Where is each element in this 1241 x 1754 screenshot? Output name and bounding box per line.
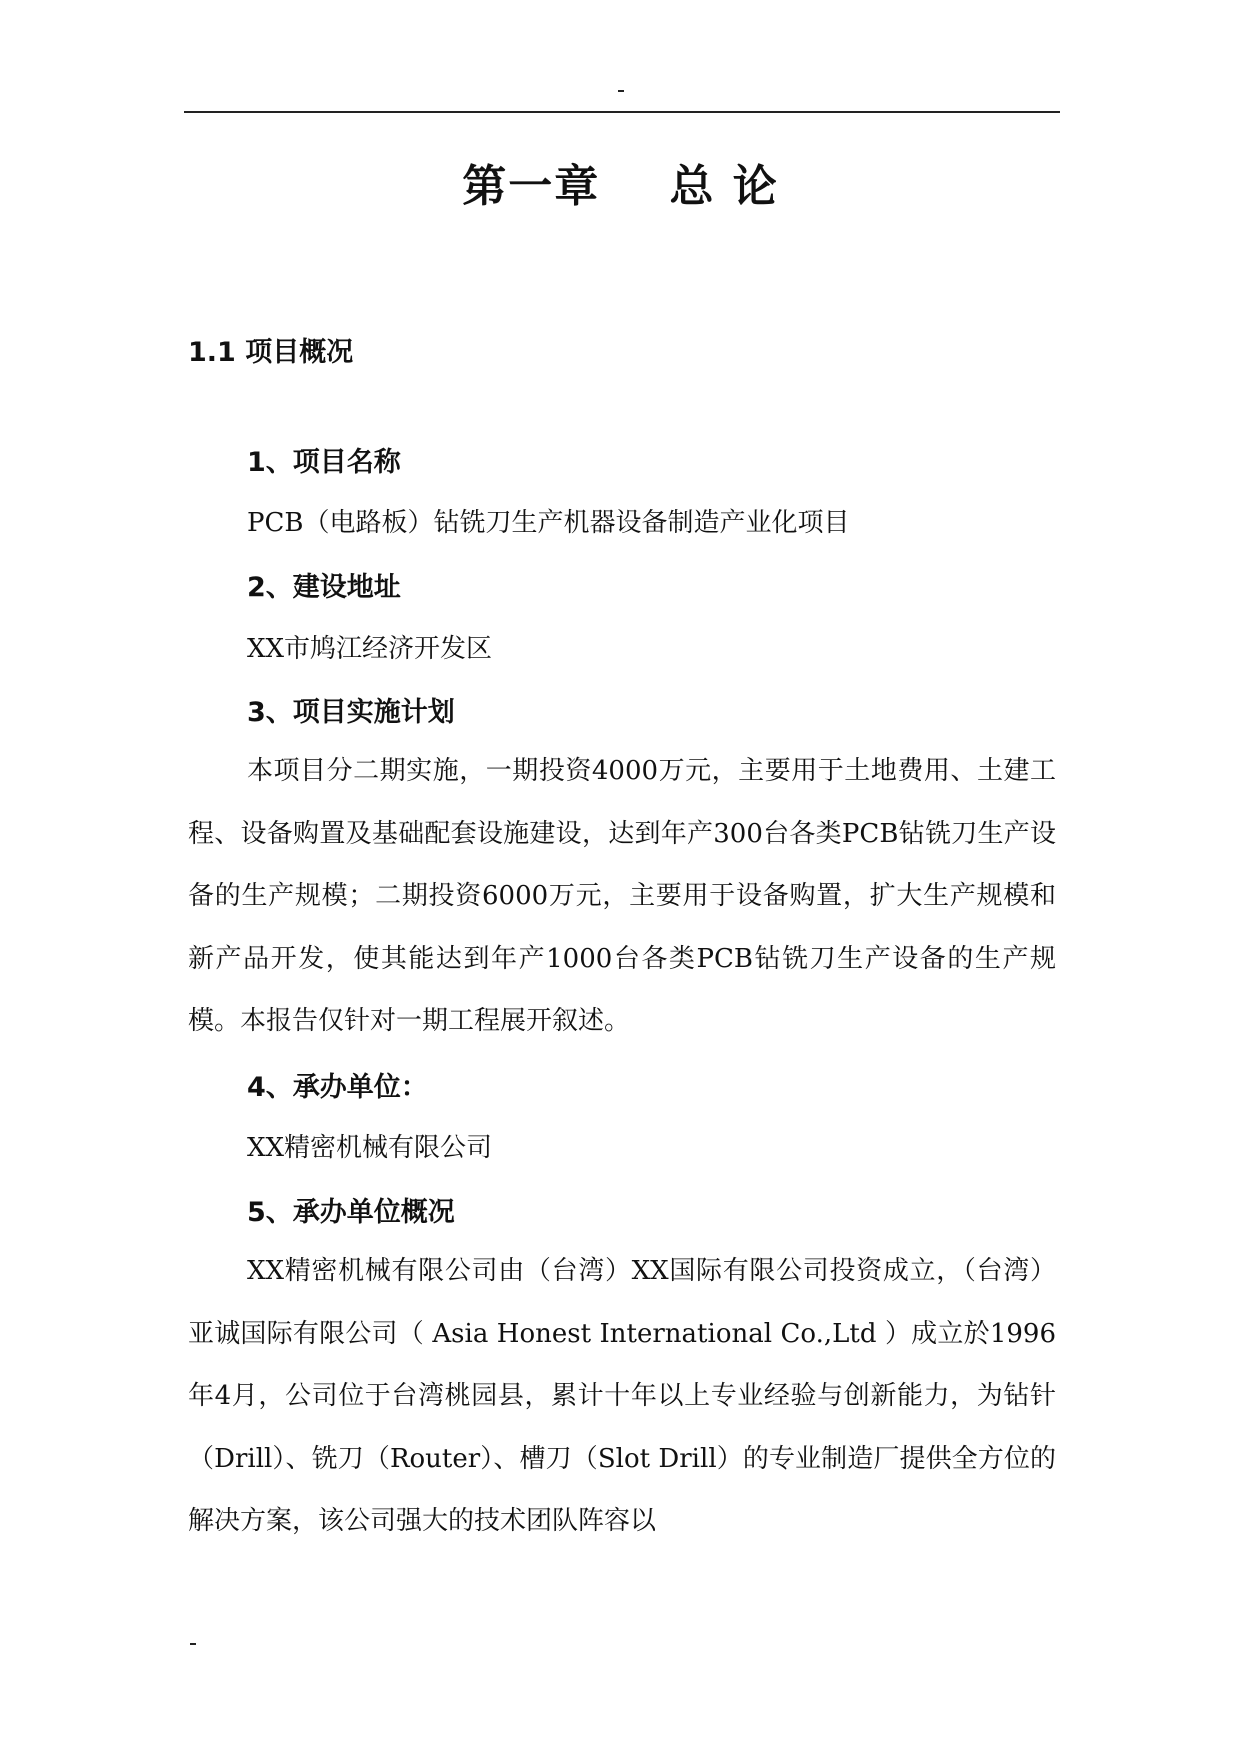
item-text-project-name: PCB（电路板）钻铣刀生产机器设备制造产业化项目 (247, 508, 850, 538)
header-mark (618, 90, 624, 92)
chapter-title: 第一章 总 论 (462, 161, 779, 212)
item-heading-site-address: 2、建设地址 (247, 572, 401, 603)
item-text-unit-overview: XX精密机械有限公司由（台湾）XX国际有限公司投资成立，（台湾）亚诚国际有限公司（ Asia Honest International Co.,Ltd ）成立於1996年4月，公司位于台湾桃园县，累计十年以上专业经验与创新能力，为钻针（Drill）、铣刀（Router）、槽刀（Slot Drill）的专业制造厂提供全方位的解决方案，该公司强大的技术团队阵容以 (188, 1256, 1056, 1536)
item-heading-project-name: 1、项目名称 (247, 447, 401, 478)
footer-mark (190, 1643, 196, 1645)
item-heading-implementation-plan: 3、项目实施计划 (247, 697, 455, 728)
section-title: 1.1 项目概况 (188, 337, 354, 368)
item-text-undertaking-unit: XX精密机械有限公司 (247, 1133, 493, 1163)
header-rule (184, 111, 1060, 113)
item-heading-unit-overview: 5、承办单位概况 (247, 1197, 455, 1228)
item-text-implementation-plan: 本项目分二期实施，一期投资4000万元，主要用于土地费用、土建工程、设备购置及基础配套设施建设，达到年产300台各类PCB钻铣刀生产设备的生产规模；二期投资6000万元，主要用于设备购置，扩大生产规模和新产品开发，使其能达到年产1000台各类PCB钻铣刀生产设备的生产规模。本报告仅针对一期工程展开叙述。 (188, 756, 1056, 1036)
item-text-site-address: XX市鸠江经济开发区 (247, 634, 493, 664)
item-heading-undertaking-unit: 4、承办单位： (247, 1072, 428, 1103)
